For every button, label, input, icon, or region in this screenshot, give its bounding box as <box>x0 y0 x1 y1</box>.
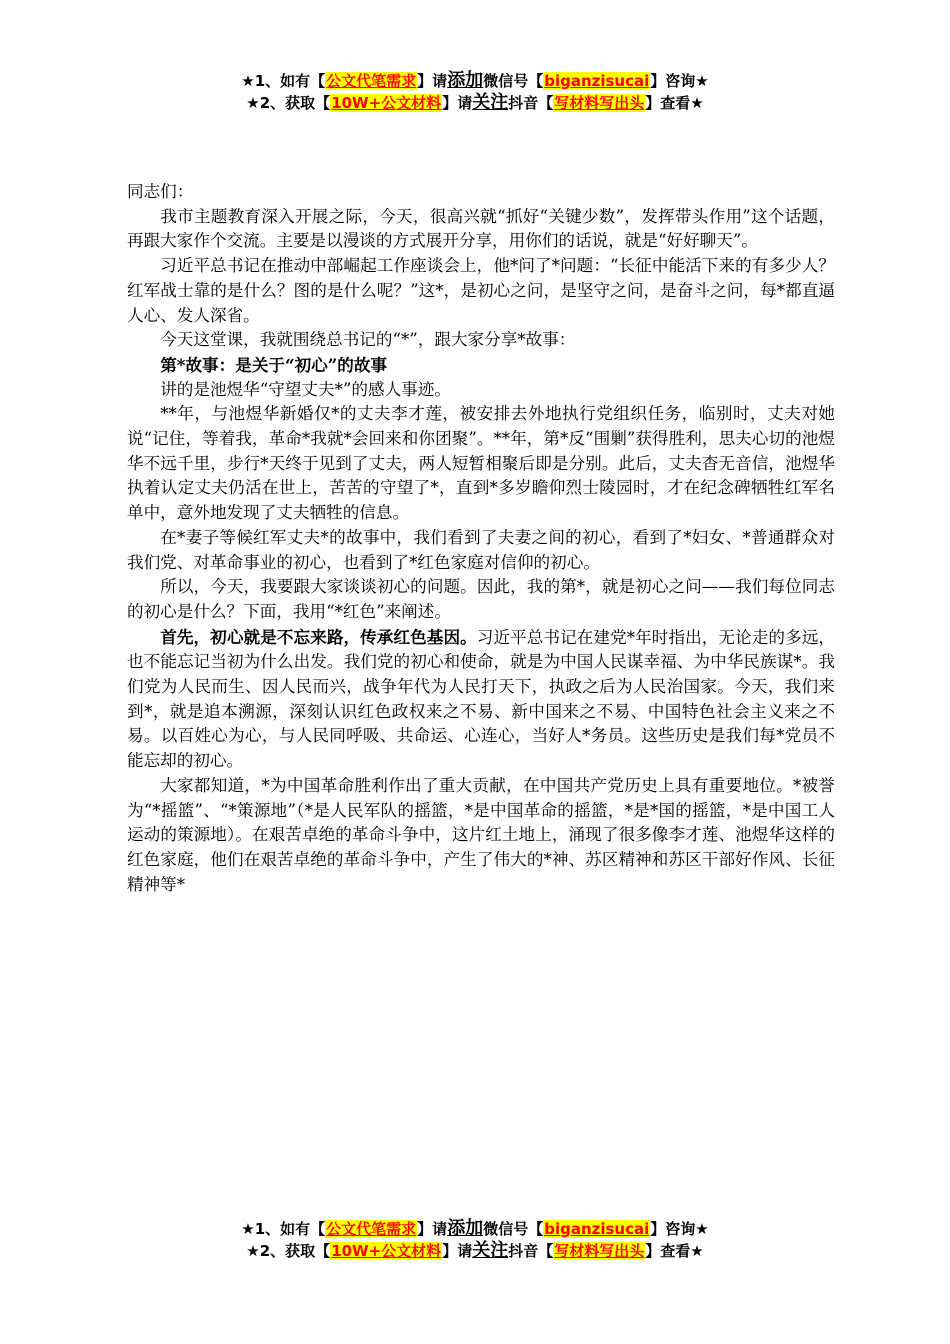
banner-line-1: ★1、如有【公文代笔需求】请添加微信号【biganzisucai】咨询★ <box>241 70 709 91</box>
section-heading-1: 第*故事：是关于“初心”的故事 <box>160 354 388 375</box>
paragraph-4: 讲的是池煜华“守望丈夫*”的感人事迹。 <box>160 379 451 399</box>
paragraph-6: 在*妻子等候红军丈夫*的故事中，我们看到了夫妻之间的初心，看到了*妇女、*普通群众对我们党、对革命事业的初心，也看到了*红色家庭对信仰的初心。 <box>127 527 835 572</box>
salutation: 同志们： <box>127 182 194 201</box>
paragraph-8-text: 习近平总书记在建党*年时指出，无论走的多远，也不能忘记当初为什么出发。我们党的初心和使命，就是为中国人民谋幸福、为中华民族谋*。我们党为人民而生、因人民而兴，战争年代为人民打天下，执政之后为人民治国家。今天，我们来到*，就是追本溯源，深刻认识红色政权来之不易、新中国来之不易、中国特色社会主义来之不易。以百姓心为心，与人民同呼吸、共命运、心连心，当好人*务员。这些历史是我们每*党员不能忘却的初心。 <box>127 627 835 771</box>
paragraph-5: **年，与池煜华新婚仅*的丈夫李才莲，被安排去外地执行党组织任务，临别时，丈夫对她说“记住，等着我，革命*我就*会回来和你团聚”。**年，第*反“围剿”获得胜利，思夫心切的池煜华不远千里，步行*天终于见到了丈夫，两人短暂相聚后即是分别。此后，丈夫杳无音信，池煜华执着认定丈夫仍活在世上，苦苦的守望了*，直到*多岁瞻仰烈士陵园时，才在纪念碑牺牲红军名单中，意外地发现了丈夫牺牲的信息。 <box>127 404 835 523</box>
footer-banner-line-1: ★1、如有【公文代笔需求】请添加微信号【biganzisucai】咨询★ <box>241 1218 709 1239</box>
document-body <box>127 180 835 897</box>
paragraph-8-lead: 首先，初心就是不忘来路，传承红色基因。 <box>160 626 477 647</box>
header-banner <box>0 70 950 114</box>
paragraph-9: 大家都知道，*为中国革命胜利作出了重大贡献，在中国共产党历史上具有重要地位。*被誉为“*摇篮”、“*策源地”（*是人民军队的摇篮，*是中国革命的摇篮，*是*国的摇篮，*是中国工人运动的策源地）。在艰苦卓绝的革命斗争中，这片红土地上，涌现了很多像李才莲、池煜华这样的红色家庭，他们在艰苦卓绝的革命斗争中，产生了伟大的*神、苏区精神和苏区干部好作风、长征精神等* <box>127 775 835 894</box>
footer-banner-line-2: ★2、获取【10W+公文材料】请关注抖音【写材料写出头】查看★ <box>246 1240 704 1261</box>
footer-highlight-douyin: 写材料写出头 <box>554 1242 645 1260</box>
highlight-wechat-id: biganzisucai <box>544 72 650 90</box>
highlight-douyin: 写材料写出头 <box>554 94 645 112</box>
footer-banner <box>0 1218 950 1262</box>
footer-highlight-wechat-id: biganzisucai <box>544 1220 650 1238</box>
footer-highlight-materials: 10W+公文材料 <box>331 1242 442 1260</box>
highlight-service: 公文代笔需求 <box>326 72 417 90</box>
highlight-materials: 10W+公文材料 <box>331 94 442 112</box>
banner-line-2: ★2、获取【10W+公文材料】请关注抖音【写材料写出头】查看★ <box>246 92 704 113</box>
paragraph-8 <box>127 625 835 774</box>
footer-highlight-service: 公文代笔需求 <box>326 1220 417 1238</box>
paragraph-7: 所以，今天，我要跟大家谈谈初心的问题。因此，我的第*，就是初心之问——我们每位同志的初心是什么？下面，我用“*红色”来阐述。 <box>127 577 835 621</box>
paragraph-1: 我市主题教育深入开展之际，今天，很高兴就“抓好“关键少数”，发挥带头作用”这个话题，再跟大家作个交流。主要是以漫谈的方式展开分享，用你们的话说，就是“好好聊天”。 <box>127 206 835 251</box>
paragraph-3: 今天这堂课，我就围绕总书记的“*”，跟大家分享*故事： <box>160 330 576 350</box>
paragraph-2: 习近平总书记在推动中部崛起工作座谈会上，他*问了*问题：“长征中能活下来的有多少人？红军战士靠的是什么？图的是什么呢？”这*，是初心之问，是坚守之问，是奋斗之问，每*都直逼人心、发人深省。 <box>127 256 835 325</box>
